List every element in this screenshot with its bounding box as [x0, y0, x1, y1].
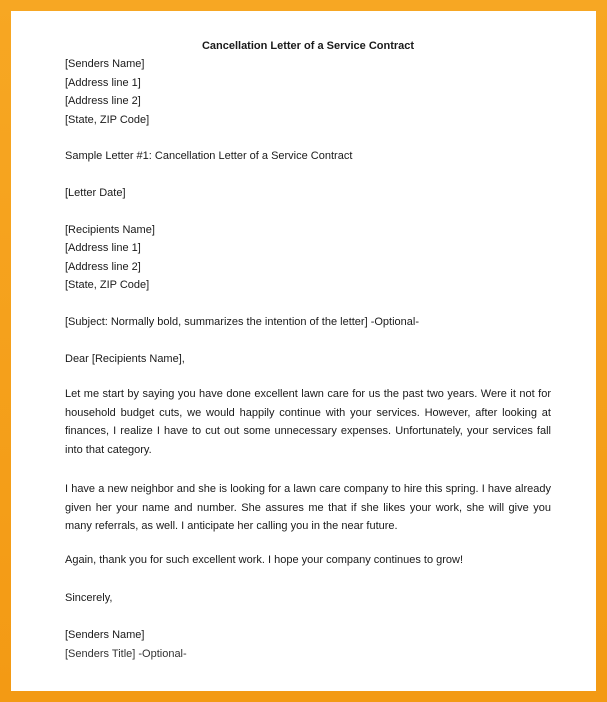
sender-address-line-2: [Address line 2] — [65, 95, 141, 107]
recipient-address-line-2: [Address line 2] — [65, 261, 141, 273]
letter-date: [Letter Date] — [65, 187, 126, 199]
body-paragraph-1: Let me start by saying you have done excellent lawn care for us the past two years. Were it not for household budget cuts, we would happily continue with your services. However, after looking at finances, I realize I have to cut out some unnecessary expenses. Unfortunately, your services fall into that category. — [65, 388, 551, 456]
recipient-state-zip: [State, ZIP Code] — [65, 279, 150, 291]
page-bottom-fade — [11, 661, 596, 691]
sender-name: [Senders Name] — [65, 58, 145, 70]
recipient-address-line-1: [Address line 1] — [65, 242, 141, 254]
letter-title: Cancellation Letter of a Service Contract — [201, 40, 415, 52]
closing: Sincerely, — [65, 592, 113, 604]
sender-address-line-1: [Address line 1] — [65, 77, 141, 89]
salutation: Dear [Recipients Name], — [65, 353, 185, 365]
subject-line: [Subject: Normally bold, summarizes the intention of the letter] -Optional- — [65, 316, 419, 328]
sample-label: Sample Letter #1: Cancellation Letter of a Service Contract — [65, 150, 353, 162]
letter-page — [11, 11, 596, 691]
sender-state-zip: [State, ZIP Code] — [65, 114, 150, 126]
signature-title: [Senders Title] -Optional- — [65, 648, 187, 660]
recipient-name: [Recipients Name] — [65, 224, 155, 236]
body-paragraph-2: I have a new neighbor and she is looking for a lawn care company to hire this spring. I have already given her your name and number. She assures me that if she likes your work, she will give you many referrals, as well. I anticipate her calling you in the near future. — [65, 483, 551, 532]
body-paragraph-3: Again, thank you for such excellent work. I hope your company continues to grow! — [65, 554, 464, 566]
signature-name: [Senders Name] — [65, 629, 145, 641]
